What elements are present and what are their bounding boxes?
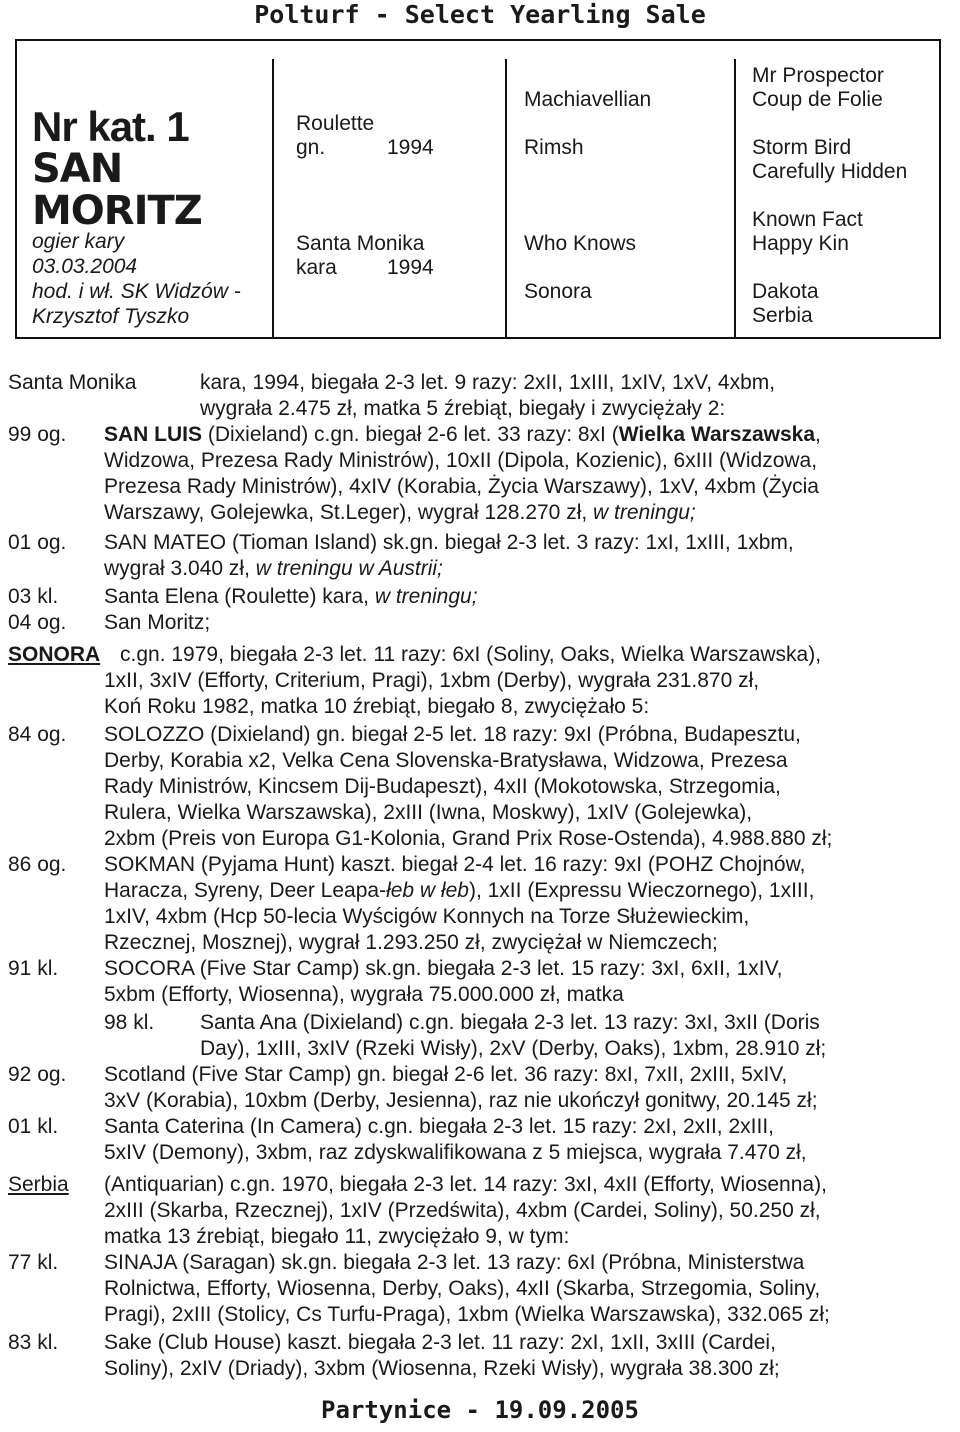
text-span: Santa Elena (Roulette) kara, — [104, 585, 369, 608]
year-label: 77 kl. — [8, 1251, 59, 1274]
catalog-number: Nr kat. 1 — [32, 103, 189, 150]
pedigree-gen3: Dakota — [752, 280, 819, 303]
horse-name-line1: SAN — [32, 146, 123, 192]
sire-name: Roulette — [296, 112, 375, 135]
text-line: 5xbm (Efforty, Wiosenna), wygrała 75.000.000 zł, matka — [104, 983, 624, 1006]
great-granddam-name: Serbia — [8, 1173, 69, 1196]
horse-birth-date: 03.03.2004 — [32, 255, 138, 278]
text-line: 2xIII (Skarba, Rzecznej), 1xIV (Przedświta), 4xbm (Cardei, Soliny), 50.250 zł, — [104, 1199, 821, 1222]
text-span: wygrał 3.040 zł, — [104, 557, 250, 580]
text-line: Scotland (Five Star Camp) gn. biegał 2-6 let. 36 razy: 8xI, 7xII, 2xIII, 5xIV, — [104, 1063, 788, 1086]
italic-span: w treningu; — [374, 585, 478, 608]
horse-name-line2: MORITZ — [32, 188, 202, 234]
year-label: 03 kl. — [8, 585, 59, 608]
dam-color: kara — [296, 256, 337, 279]
text-line: wygrała 2.475 zł, matka 5 źrebiąt, biegały i zwyciężały 2: — [200, 397, 726, 420]
pedigree-gen3: Carefully Hidden — [752, 160, 908, 183]
text-line: 5xIV (Demony), 3xbm, raz zdyskwalifikowana z 5 miejsca, wygrała 7.470 zł, — [104, 1141, 807, 1164]
italic-span: łeb w łeb — [386, 879, 469, 902]
year-label: 86 og. — [8, 853, 67, 876]
text-span: (Dixieland) c.gn. biegał 2-6 let. 33 razy: 8xI ( — [202, 423, 619, 446]
year-label: 98 kl. — [104, 1011, 155, 1034]
text-line: SINAJA (Saragan) sk.gn. biegała 2-3 let. 13 razy: 6xI (Próbna, Ministerstwa — [104, 1251, 805, 1274]
text-line: Soliny), 2xIV (Driady), 3xbm (Wiosenna, Rzeki Wisły), wygrała 38.300 zł; — [104, 1357, 780, 1380]
text-line: SOKMAN (Pyjama Hunt) kaszt. biegał 2-4 let. 16 razy: 9xI (POHZ Chojnów, — [104, 853, 806, 876]
race-bold: Wielka Warszawska — [618, 423, 816, 446]
italic-span: w treningu w Austrii; — [255, 557, 443, 580]
text-line — [104, 878, 814, 904]
text-line — [104, 500, 696, 526]
dam-year: 1994 — [387, 256, 434, 279]
text-line: 1xIV, 4xbm (Hcp 50-lecia Wyścigów Konnych na Torze Służewieckim, — [104, 905, 750, 928]
text-line: matka 13 źrebiąt, biegało 11, zwyciężało 9, w tym: — [104, 1225, 570, 1248]
pedigree-gen2: Who Knows — [524, 232, 637, 255]
granddam-label — [8, 642, 100, 668]
year-label: 01 kl. — [8, 1115, 59, 1138]
pedigree-divider — [505, 59, 507, 337]
text-span: ), 1xII (Expressu Wieczornego), 1xIII, — [468, 879, 815, 902]
text-line: 1xII, 3xIV (Efforty, Criterium, Pragi), 1xbm (Derby), wygrała 231.870 zł, — [104, 669, 760, 692]
pedigree-gen2: Rimsh — [524, 136, 584, 159]
year-label: 83 kl. — [8, 1331, 59, 1354]
year-label: 92 og. — [8, 1063, 67, 1086]
pedigree-gen3: Known Fact — [752, 208, 863, 231]
granddam-name: SONORA — [8, 643, 101, 666]
pedigree-gen2: Machiavellian — [524, 88, 652, 111]
year-label: 99 og. — [8, 423, 67, 446]
text-line: 2xbm (Preis von Europa G1-Kolonia, Grand Prix Rose-Ostenda), 4.988.880 zł; — [104, 827, 833, 850]
text-line — [104, 556, 443, 582]
pedigree-gen3: Serbia — [752, 304, 813, 327]
text-line: SOCORA (Five Star Camp) sk.gn. biegała 2-3 let. 15 razy: 3xI, 6xII, 1xIV, — [104, 957, 783, 980]
text-line: Koń Roku 1982, matka 10 źrebiąt, biegało 8, zwyciężało 5: — [104, 695, 650, 718]
great-granddam-label — [8, 1172, 69, 1198]
text-line: SAN LUIS (Dixieland) c.gn. biegał 2-6 let. 33 razy: 8xI (Wielka Warszawska, — [104, 423, 821, 446]
text-line: Sake (Club House) kaszt. biegała 2-3 let. 11 razy: 2xI, 1xII, 3xIII (Cardei, — [104, 1331, 776, 1354]
year-label: 91 kl. — [8, 957, 59, 980]
text-line: c.gn. 1979, biegała 2-3 let. 11 razy: 6xI (Soliny, Oaks, Wielka Warszawska), — [120, 643, 822, 666]
text-line: Rzecznej, Mosznej), wygrał 1.293.250 zł, zwyciężał w Niemczech; — [104, 931, 718, 954]
text-line: San Moritz; — [104, 611, 211, 634]
breeder-line1: hod. i wł. SK Widzów - — [32, 280, 241, 303]
sale-title: Polturf - Select Yearling Sale — [254, 0, 706, 29]
horse-sex-color: ogier kary — [32, 230, 125, 253]
text-line: Pragi), 2xIII (Stolicy, Cs Turfu-Praga), 1xbm (Wielka Warszawska), 332.065 zł; — [104, 1303, 830, 1326]
text-line: kara, 1994, biegała 2-3 let. 9 razy: 2xII, 1xIII, 1xIV, 1xV, 4xbm, — [200, 371, 776, 394]
text-line: Rady Ministrów, Kincsem Dij-Budapeszt), 4xII (Mokotowska, Strzegomia, — [104, 775, 781, 798]
text-line: SOLOZZO (Dixieland) gn. biegał 2-5 let. 18 razy: 9xI (Próbna, Budapesztu, — [104, 723, 801, 746]
horse-bold: SAN LUIS — [104, 423, 203, 446]
text-span: Haracza, Syreny, Deer Leapa- — [104, 879, 387, 902]
breeder-line2: Krzysztof Tyszko — [32, 305, 190, 328]
sire-color: gn. — [296, 136, 326, 159]
pedigree-gen3: Mr Prospector — [752, 64, 884, 87]
dam-label: Santa Monika — [8, 371, 137, 394]
year-label: 01 og. — [8, 531, 67, 554]
text-line: Prezesa Rady Ministrów), 4xIV (Korabia, Życia Warszawy), 1xV, 4xbm (Życia — [104, 475, 819, 498]
text-line: Rulera, Wielka Warszawska), 2xIII (Iwna, Moskwy), 1xIV (Golejewka), — [104, 801, 753, 824]
text-line: Santa Caterina (In Camera) c.gn. biegała 2-3 let. 15 razy: 2xI, 2xII, 2xIII, — [104, 1115, 774, 1138]
pedigree-gen3: Storm Bird — [752, 136, 852, 159]
text-line: (Antiquarian) c.gn. 1970, biegała 2-3 let. 14 razy: 3xI, 4xII (Efforty, Wiosenna), — [104, 1173, 827, 1196]
text-line: Widzowa, Prezesa Rady Ministrów), 10xII (Dipola, Kozienic), 6xIII (Widzowa, — [104, 449, 818, 472]
pedigree-box — [15, 39, 941, 339]
event-footer: Partynice - 19.09.2005 — [321, 1396, 639, 1424]
pedigree-gen3: Coup de Folie — [752, 88, 883, 111]
pedigree-divider — [734, 59, 736, 337]
sire-year: 1994 — [387, 136, 434, 159]
year-label: 84 og. — [8, 723, 67, 746]
text-line: SAN MATEO (Tioman Island) sk.gn. biegał 2-3 let. 3 razy: 1xI, 1xIII, 1xbm, — [104, 531, 794, 554]
text-span: Warszawy, Golejewka, St.Leger), wygrał 128.270 zł, — [104, 501, 588, 524]
text-line: Derby, Korabia x2, Velka Cena Slovenska-Bratysława, Widzowa, Prezesa — [104, 749, 788, 772]
text-line: Day), 1xIII, 3xIV (Rzeki Wisły), 2xV (Derby, Oaks), 1xbm, 28.910 zł; — [200, 1037, 827, 1060]
year-label: 04 og. — [8, 611, 67, 634]
italic-span: w treningu; — [593, 501, 696, 524]
text-line: 3xV (Korabia), 10xbm (Derby, Jesienna), raz nie ukończył gonitwy, 20.145 zł; — [104, 1089, 818, 1112]
pedigree-divider — [272, 59, 274, 337]
dam-name: Santa Monika — [296, 232, 425, 255]
pedigree-gen3: Happy Kin — [752, 232, 849, 255]
text-line: Santa Ana (Dixieland) c.gn. biegała 2-3 let. 13 razy: 3xI, 3xII (Doris — [200, 1011, 820, 1034]
pedigree-gen2: Sonora — [524, 280, 592, 303]
text-line: Rolnictwa, Efforty, Wiosenna, Derby, Oaks), 4xII (Skarba, Strzegomia, Soliny, — [104, 1277, 821, 1300]
text-line — [104, 584, 478, 610]
